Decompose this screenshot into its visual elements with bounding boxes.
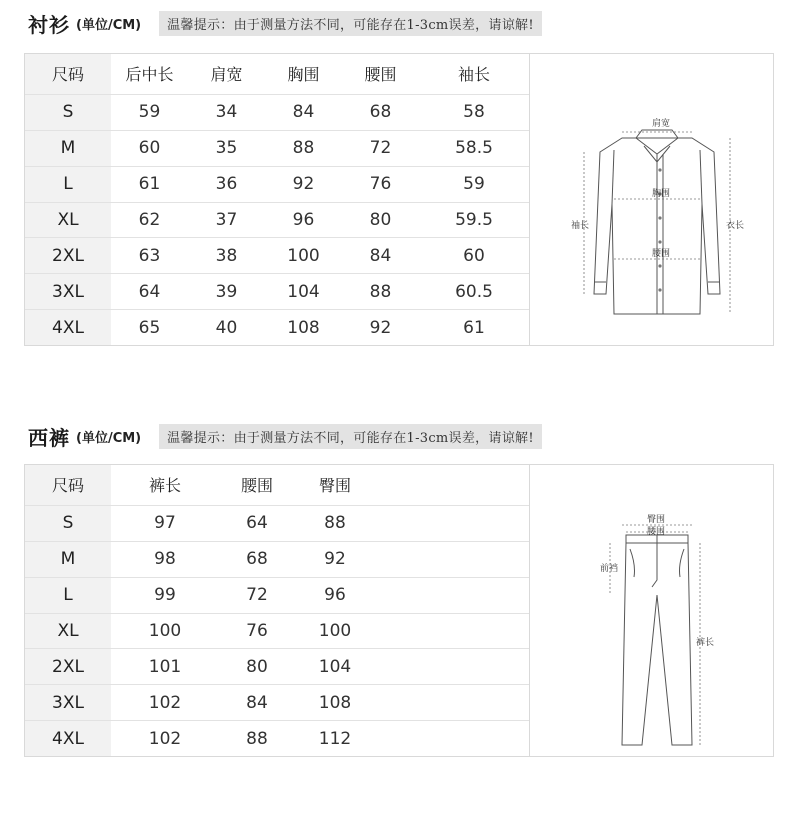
empty-cell — [375, 613, 529, 649]
pants-tip: 温馨提示：由于测量方法不同，可能存在1-3cm误差，请谅解! — [159, 424, 542, 449]
header-cell: 裤长 — [111, 465, 219, 505]
table-row — [25, 685, 529, 721]
diagram-label-waist: 腰围 — [652, 249, 671, 259]
table-cell: 80 — [342, 202, 419, 238]
empty-cell — [375, 685, 529, 721]
header-cell: 肩宽 — [188, 54, 265, 94]
table-cell: 108 — [287, 317, 320, 338]
shirt-tip: 温馨提示：由于测量方法不同，可能存在1-3cm误差，请谅解! — [159, 11, 542, 36]
table-cell: 101 — [111, 649, 219, 685]
table-cell: 60 — [111, 130, 188, 166]
table-cell: 84 — [342, 238, 419, 274]
header-cell: 胸围 — [265, 54, 342, 94]
diagram-label-shoulder: 肩宽 — [652, 119, 671, 129]
shirt-unit: (单位/CM) — [76, 17, 142, 33]
table-cell: 34 — [188, 94, 265, 130]
table-cell: 62 — [111, 202, 188, 238]
size-cell: L — [25, 577, 111, 613]
table-cell: 100 — [295, 613, 375, 649]
pants-unit: (单位/CM) — [76, 430, 142, 446]
table-cell: 59 — [419, 166, 529, 202]
table-cell: 98 — [111, 541, 219, 577]
table-cell: 36 — [188, 166, 265, 202]
table-row — [25, 577, 529, 613]
diagram-label-length: 裤长 — [696, 638, 715, 648]
table-cell: 84 — [265, 94, 342, 130]
header-cell: 臀围 — [295, 465, 375, 505]
table-cell: 58 — [419, 94, 529, 130]
table-cell: 104 — [265, 274, 342, 310]
empty-cell — [375, 721, 529, 756]
table-cell: 60 — [419, 238, 529, 274]
empty-cell — [375, 649, 529, 685]
size-cell: 2XL — [25, 649, 111, 685]
table-cell: 84 — [219, 685, 295, 721]
table-cell: 63 — [111, 238, 188, 274]
table-cell: 58.5 — [419, 130, 529, 166]
diagram-label-chest: 胸围 — [652, 189, 671, 199]
table-cell: 68 — [342, 94, 419, 130]
size-cell: L — [25, 166, 111, 202]
table-cell: 39 — [188, 274, 265, 310]
pants-header — [28, 421, 542, 451]
table-cell: 104 — [295, 649, 375, 685]
table-cell: 64 — [219, 505, 295, 541]
table-cell: 108 — [295, 685, 375, 721]
size-cell: 4XL — [25, 721, 111, 756]
table-row — [25, 238, 529, 274]
header-cell: 尺码 — [25, 465, 111, 505]
table-cell: 68 — [219, 541, 295, 577]
header-cell: 袖长 — [419, 54, 529, 94]
table-cell: 92 — [295, 541, 375, 577]
size-cell: 3XL — [25, 274, 111, 310]
size-cell: XL — [25, 613, 111, 649]
table-cell: 92 — [369, 317, 392, 338]
shirt-illustration — [530, 54, 775, 345]
size-cell: M — [25, 130, 111, 166]
diagram-label-hip: 臀围 — [647, 515, 666, 525]
header-cell: 腰围 — [219, 465, 295, 505]
table-cell: 96 — [295, 577, 375, 613]
table-row — [25, 613, 529, 649]
size-cell: 3XL — [25, 685, 111, 721]
table-cell: 61 — [463, 317, 485, 338]
table-cell: 76 — [219, 613, 295, 649]
pants-illustration — [530, 465, 775, 756]
pants-panel — [24, 464, 774, 757]
pants-size-table — [25, 465, 529, 756]
table-cell: 64 — [111, 274, 188, 310]
table-cell: 88 — [265, 130, 342, 166]
shirt-size-table — [25, 54, 529, 345]
pants-diagram — [529, 465, 773, 756]
table-row — [25, 202, 529, 238]
table-cell: 61 — [111, 166, 188, 202]
table-cell: 72 — [342, 130, 419, 166]
size-cell: 2XL — [25, 238, 111, 274]
table-row — [25, 310, 529, 345]
table-row — [25, 721, 529, 756]
table-cell: 59.5 — [419, 202, 529, 238]
table-cell: 88 — [246, 728, 268, 749]
header-cell: 腰围 — [342, 54, 419, 94]
header-cell: 后中长 — [111, 54, 188, 94]
diagram-label-length: 衣长 — [726, 221, 745, 231]
empty-cell — [375, 577, 529, 613]
empty-cell — [375, 465, 529, 505]
size-cell: 4XL — [25, 310, 111, 345]
table-cell: 92 — [265, 166, 342, 202]
table-cell: 65 — [138, 317, 161, 338]
empty-cell — [375, 505, 529, 541]
table-cell: 100 — [111, 613, 219, 649]
table-cell: 88 — [342, 274, 419, 310]
diagram-label-rise: 前裆 — [600, 564, 619, 574]
table-cell: 88 — [295, 505, 375, 541]
table-row — [25, 94, 529, 130]
empty-cell — [375, 541, 529, 577]
table-cell: 96 — [265, 202, 342, 238]
shirt-title: 衬衫 — [28, 12, 70, 37]
pants-title: 西裤 — [28, 425, 70, 450]
table-cell: 80 — [219, 649, 295, 685]
shirt-header-row — [25, 54, 529, 94]
shirt-header — [28, 8, 542, 38]
table-cell: 72 — [219, 577, 295, 613]
table-cell: 102 — [111, 685, 219, 721]
table-cell: 112 — [318, 728, 352, 749]
table-cell: 35 — [188, 130, 265, 166]
table-cell: 97 — [111, 505, 219, 541]
shirt-panel — [24, 53, 774, 346]
table-cell: 100 — [265, 238, 342, 274]
table-row — [25, 166, 529, 202]
table-cell: 99 — [111, 577, 219, 613]
table-cell: 59 — [111, 94, 188, 130]
table-cell: 102 — [148, 728, 182, 749]
pants-header-row — [25, 465, 529, 505]
table-cell: 37 — [188, 202, 265, 238]
table-cell: 40 — [215, 317, 238, 338]
diagram-label-sleeve: 袖长 — [571, 221, 590, 231]
table-cell: 76 — [342, 166, 419, 202]
table-row — [25, 505, 529, 541]
table-cell: 38 — [188, 238, 265, 274]
table-row — [25, 130, 529, 166]
shirt-diagram — [529, 54, 773, 345]
header-cell: 尺码 — [25, 54, 111, 94]
size-cell: M — [25, 541, 111, 577]
size-cell: S — [25, 94, 111, 130]
table-row — [25, 649, 529, 685]
size-cell: S — [25, 505, 111, 541]
diagram-label-waist: 腰围 — [647, 527, 666, 537]
table-row — [25, 274, 529, 310]
table-cell: 60.5 — [419, 274, 529, 310]
table-row — [25, 541, 529, 577]
size-cell: XL — [25, 202, 111, 238]
